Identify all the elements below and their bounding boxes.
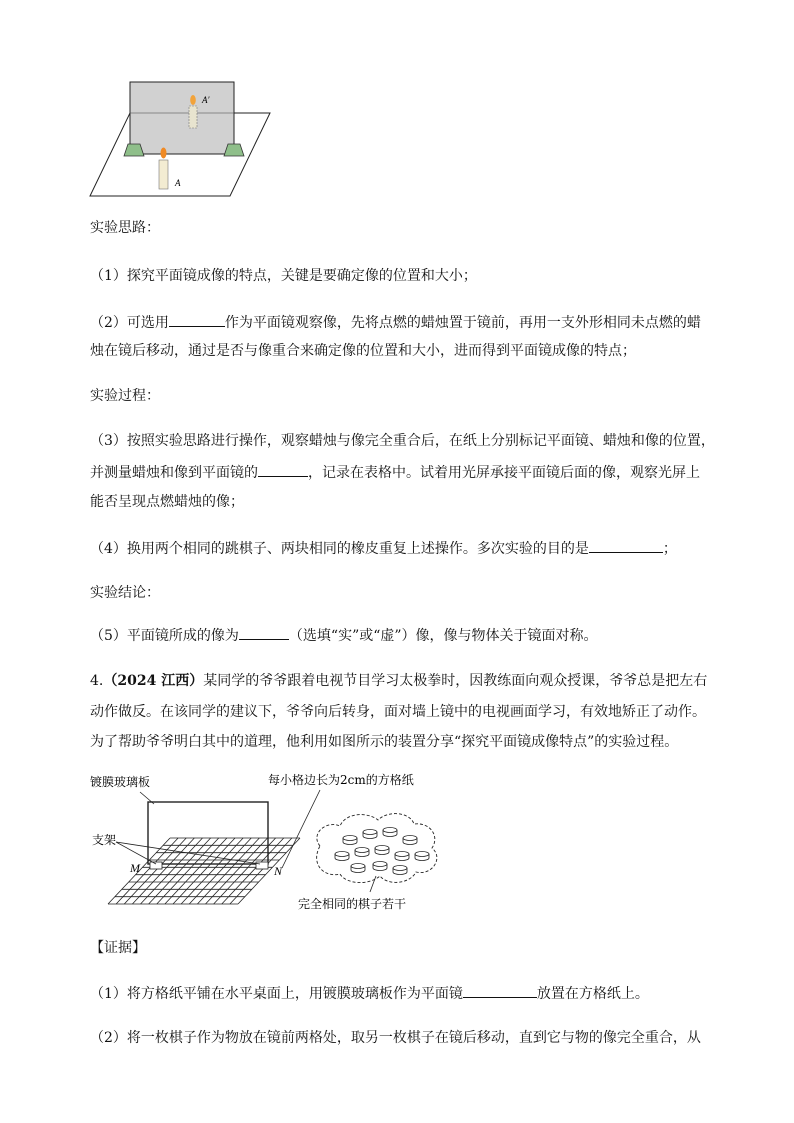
left-stand: [124, 144, 144, 156]
question-4: [90, 538, 677, 559]
grid-line: [230, 838, 292, 904]
question-5-suffix: （选填“实”或“虚”）像，像与物体关于镜面对称。: [288, 628, 598, 644]
question-3-line-2: [90, 462, 700, 483]
pieces-label: 完全相同的棋子若干: [298, 897, 407, 911]
object-label: A: [175, 178, 181, 188]
grid-line: [206, 838, 268, 904]
question-3-prefix: 并测量蜡烛和像到平面镜的: [90, 465, 258, 481]
grid-line: [238, 838, 300, 904]
question-3-line-1: （3）按照实验思路进行操作，观察蜡烛与像完全重合后，在纸上分别标记平面镜、蜡烛和像的位置，: [90, 433, 715, 449]
question-2-line-1: [90, 312, 701, 333]
question-2-prefix: （2）可选用: [90, 315, 169, 331]
grid-label: 每小格边长为2cm的方格纸: [268, 773, 414, 787]
chess-piece: [351, 864, 365, 873]
evidence-1: [90, 983, 649, 1004]
chess-piece: [373, 862, 387, 871]
chess-piece: [343, 836, 357, 845]
chess-piece: [395, 852, 409, 861]
stand-n: [256, 862, 268, 869]
point-n-label: N: [274, 864, 283, 878]
answer-blank-3[interactable]: [258, 462, 308, 477]
chess-piece: [363, 830, 377, 839]
section-thinking: 实验思路：: [90, 220, 160, 236]
answer-blank-5[interactable]: [239, 625, 289, 640]
problem-4-line-3: 为了帮助爷爷明白其中的道理，他利用如图所示的装置分享“探究平面镜成像特点”的实验过程。: [90, 734, 679, 750]
question-1: （1）探究平面镜成像的特点，关键是要确定像的位置和大小；: [90, 268, 477, 284]
candle-mirror-figure: [88, 76, 278, 200]
glass-plate: [130, 82, 234, 154]
problem-4-line-1: [90, 671, 707, 691]
grid-line: [197, 838, 259, 904]
grid-line: [189, 838, 251, 904]
grid-line: [173, 838, 235, 904]
right-stand: [224, 144, 244, 156]
problem-4-number: 4.: [90, 673, 104, 689]
answer-blank-4[interactable]: [589, 538, 663, 553]
grid-line: [214, 838, 276, 904]
chess-piece: [383, 828, 397, 837]
answer-blank-e1[interactable]: [463, 983, 537, 998]
object-candle: [159, 160, 168, 189]
chess-pieces: [335, 828, 429, 875]
grid-line: [165, 838, 227, 904]
evidence-2: （2）将一枚棋子作为物放在镜前两格处，取另一枚棋子在镜后移动，直到它与物的像完全重合，从: [90, 1030, 701, 1046]
grid-line: [116, 838, 178, 904]
coated-glass-plate: [148, 802, 268, 864]
question-3-suffix: ，记录在表格中。试着用光屏承接平面镜后面的像，观察光屏上: [308, 465, 700, 481]
answer-blank-2[interactable]: [169, 312, 225, 327]
image-candle: [189, 106, 197, 128]
question-4-suffix: ；: [662, 541, 677, 557]
section-conclusion: 实验结论：: [90, 585, 160, 601]
grid-line: [149, 838, 211, 904]
stand-m: [150, 862, 162, 869]
object-flame-icon: [161, 148, 167, 159]
evidence-1-suffix: 放置在方格纸上。: [536, 986, 649, 1002]
question-2-suffix: 作为平面镜观察像，先将点燃的蜡烛置于镜前，再用一支外形相同未点燃的蜡: [224, 315, 701, 331]
chess-piece: [355, 848, 369, 857]
glass-label: 镀膜玻璃板: [90, 775, 151, 789]
chess-piece: [415, 852, 429, 861]
image-flame-icon: [190, 95, 196, 105]
point-m-label: M: [130, 861, 140, 875]
problem-4-line-2: 动作做反。在该同学的建议下，爷爷向后转身，面对墙上镜中的电视画面学习，有效地矫正了动作。: [90, 704, 706, 720]
question-5-prefix: （5）平面镜所成的像为: [90, 628, 239, 644]
chess-piece: [375, 846, 389, 855]
grid-line: [181, 838, 243, 904]
problem-4-text: 某同学的爷爷跟着电视节目学习太极拳时，因教练面向观众授课，爷爷总是把左右: [203, 673, 708, 689]
section-process: 实验过程：: [90, 388, 160, 404]
section-evidence: 【证据】: [90, 940, 146, 956]
grid-mirror-figure: [88, 768, 458, 916]
question-4-prefix: （4）换用两个相同的跳棋子、两块相同的橡皮重复上述操作。多次实验的目的是: [90, 541, 589, 557]
problem-4-source: （2024 江西）: [103, 673, 204, 689]
stand-label: 支架: [92, 833, 117, 847]
grid-line: [157, 838, 219, 904]
question-3-line-3: 能否呈现点燃蜡烛的像；: [90, 494, 244, 510]
image-label: A′: [202, 95, 210, 105]
grid-line: [132, 838, 194, 904]
question-2-line-2: 烛在镜后移动，通过是否与像重合来确定像的位置和大小，进而得到平面镜成像的特点；: [90, 343, 636, 359]
chess-piece: [403, 836, 417, 845]
grid-line: [141, 838, 203, 904]
evidence-1-prefix: （1）将方格纸平铺在水平桌面上，用镀膜玻璃板作为平面镜: [90, 986, 463, 1002]
chess-piece: [335, 852, 349, 861]
chess-piece: [393, 866, 407, 875]
question-5: [90, 625, 598, 646]
